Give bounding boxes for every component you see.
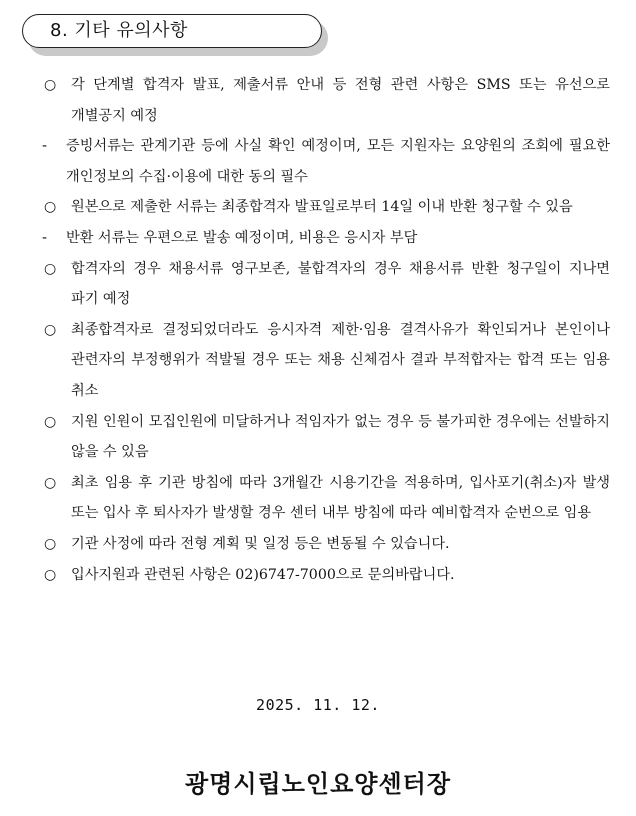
notice-text: 반환 서류는 우편으로 발송 예정이며, 비용은 응시자 부담 xyxy=(66,229,418,246)
notice-item xyxy=(44,70,610,131)
dash-marker: - xyxy=(42,229,48,246)
notice-text: 원본으로 제출한 서류는 최종합격자 발표일로부터 14일 이내 반환 청구할 수 있음 xyxy=(71,199,573,216)
bullet-marker: ○ xyxy=(44,535,57,552)
notice-item xyxy=(44,254,610,315)
bullet-marker: ○ xyxy=(44,474,57,491)
notice-text: 각 단계별 합격자 발표, 제출서류 안내 등 전형 관련 사항은 SMS 또는 유선으로 개별공지 예정 xyxy=(71,77,610,124)
section-title: 8. 기타 유의사항 xyxy=(50,20,188,41)
notice-text: 합격자의 경우 채용서류 영구보존, 불합격자의 경우 채용서류 반환 청구일이 지나면 파기 예정 xyxy=(71,260,610,308)
bullet-marker: ○ xyxy=(44,413,57,430)
notice-item xyxy=(44,529,610,560)
organization-name: 광명시립노인요양센터장 xyxy=(184,769,452,798)
bullet-marker: ○ xyxy=(44,321,57,338)
notice-list xyxy=(44,70,610,590)
dash-marker: - xyxy=(42,138,48,155)
notice-text: 증빙서류는 관계기관 등에 사실 확인 예정이며, 모든 지원자는 요양원의 조회에 필요한 개인정보의 수집·이용에 대한 동의 필수 xyxy=(66,138,610,185)
notice-sub-item xyxy=(26,131,610,192)
bullet-marker: ○ xyxy=(44,199,57,216)
notice-item xyxy=(44,315,610,407)
section-header xyxy=(22,14,332,58)
notice-item xyxy=(44,407,610,468)
notice-sub-item xyxy=(26,223,610,254)
announcement-date: 2025. 11. 12. xyxy=(256,696,380,714)
notice-item xyxy=(44,468,610,529)
notice-text: 최초 임용 후 기관 방침에 따라 3개월간 시용기간을 적용하며, 입사포기(취소)자 발생 또는 입사 후 퇴사자가 발생할 경우 센터 내부 방침에 따라 예비합격자 순번으로 임용 xyxy=(71,474,610,522)
notice-text: 기관 사정에 따라 전형 계획 및 일정 등은 변동될 수 있습니다. xyxy=(71,535,450,552)
bullet-marker: ○ xyxy=(44,77,57,93)
notice-text: 입사지원과 관련된 사항은 02)6747-7000으로 문의바랍니다. xyxy=(71,566,455,583)
bullet-marker: ○ xyxy=(44,566,57,583)
notice-item xyxy=(44,560,610,591)
notice-text: 지원 인원이 모집인원에 미달하거나 적임자가 없는 경우 등 불가피한 경우에는 선발하지 않을 수 있음 xyxy=(71,413,610,461)
notice-text: 최종합격자로 결정되었더라도 응시자격 제한·임용 결격사유가 확인되거나 본인이나 관련자의 부정행위가 적발될 경우 또는 채용 신체검사 결과 부적합자는 합격 또는 임용 취소 xyxy=(71,321,610,399)
bullet-marker: ○ xyxy=(44,260,57,277)
notice-item xyxy=(44,192,610,223)
